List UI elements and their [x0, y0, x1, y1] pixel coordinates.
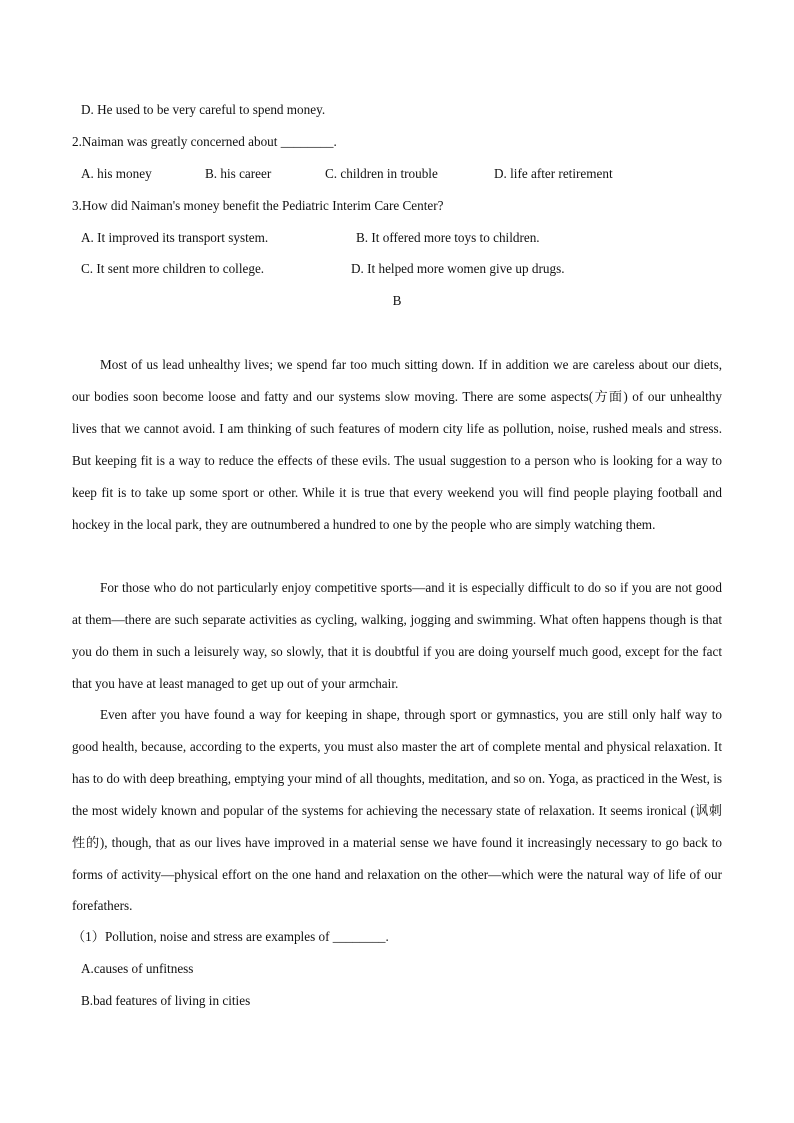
paragraph-text: Even after you have found a way for keeping in shape, through sport or gymnastics, you are still only half way to good health, because, according to the experts, you must also master the art of complete mental and physical relaxation. It has to do with deep breathing, emptying your mind of all thoughts, meditation, and so on. Yoga, as practiced in the West, is the most widely known and popular of the systems for achieving the necessary state of relaxation. It seems ironical (讽刺性的), though, that as our lives have improved in a material sense we have found it increasingly necessary to go back to forms of activity—physical effort on the one hand and relaxation on the other—which were the natural way of life of our forefathers.	[72, 707, 722, 914]
paragraph-text: Most of us lead unhealthy lives; we spend far too much sitting down. If in addition we are careless about our diets, our bodies soon become loose and fatty and our systems slow moving. There are some aspects(方面) of our unhealthy lives that we cannot avoid. I am thinking of such features of modern city life as pollution, noise, rushed meals and stress. But keeping fit is a way to reduce the effects of these evils. The usual suggestion to a person who is looking for a way to keep fit is to take up some sport or other. While it is true that every weekend you will find people playing football and hockey in the local park, they are outnumbered a hundred to one by the people who are simply watching them.	[72, 357, 722, 532]
passage-paragraph-1	[72, 349, 722, 540]
q3-option-d: D. It helped more women give up drugs.	[351, 261, 565, 276]
q3-option-b: B. It offered more toys to children.	[356, 230, 540, 245]
sub-q1-option-b: B.bad features of living in cities	[81, 993, 251, 1008]
q3-option-c: C. It sent more children to college.	[81, 261, 265, 276]
q2-option-c: C. children in trouble	[325, 166, 438, 181]
passage-paragraph-2	[72, 572, 722, 700]
q2-option-b: B. his career	[205, 166, 272, 181]
section-label: B	[392, 293, 402, 308]
question-2-stem: 2.Naiman was greatly concerned about ________.	[72, 134, 337, 149]
sub-q1-option-a: A.causes of unfitness	[81, 961, 194, 976]
paragraph-text: For those who do not particularly enjoy competitive sports—and it is especially difficult to do so if you are not good at them—there are such separate activities as cycling, walking, jogging and swimming. What often happens though is that you do them in such a leisurely way, so slowly, that it is doubtful if you are doing yourself much good, except for the fact that you have at least managed to get up out of your armchair.	[72, 580, 722, 691]
q3-option-a: A. It improved its transport system.	[81, 230, 269, 245]
q2-option-d: D. life after retirement	[494, 166, 613, 181]
q1-option-d: D. He used to be very careful to spend money.	[81, 102, 326, 117]
question-3-stem: 3.How did Naiman's money benefit the Pediatric Interim Care Center?	[72, 198, 444, 213]
passage-paragraph-3	[72, 699, 722, 922]
sub-question-1-stem: （1）Pollution, noise and stress are examples of ________.	[72, 929, 389, 944]
q2-option-a: A. his money	[81, 166, 152, 181]
